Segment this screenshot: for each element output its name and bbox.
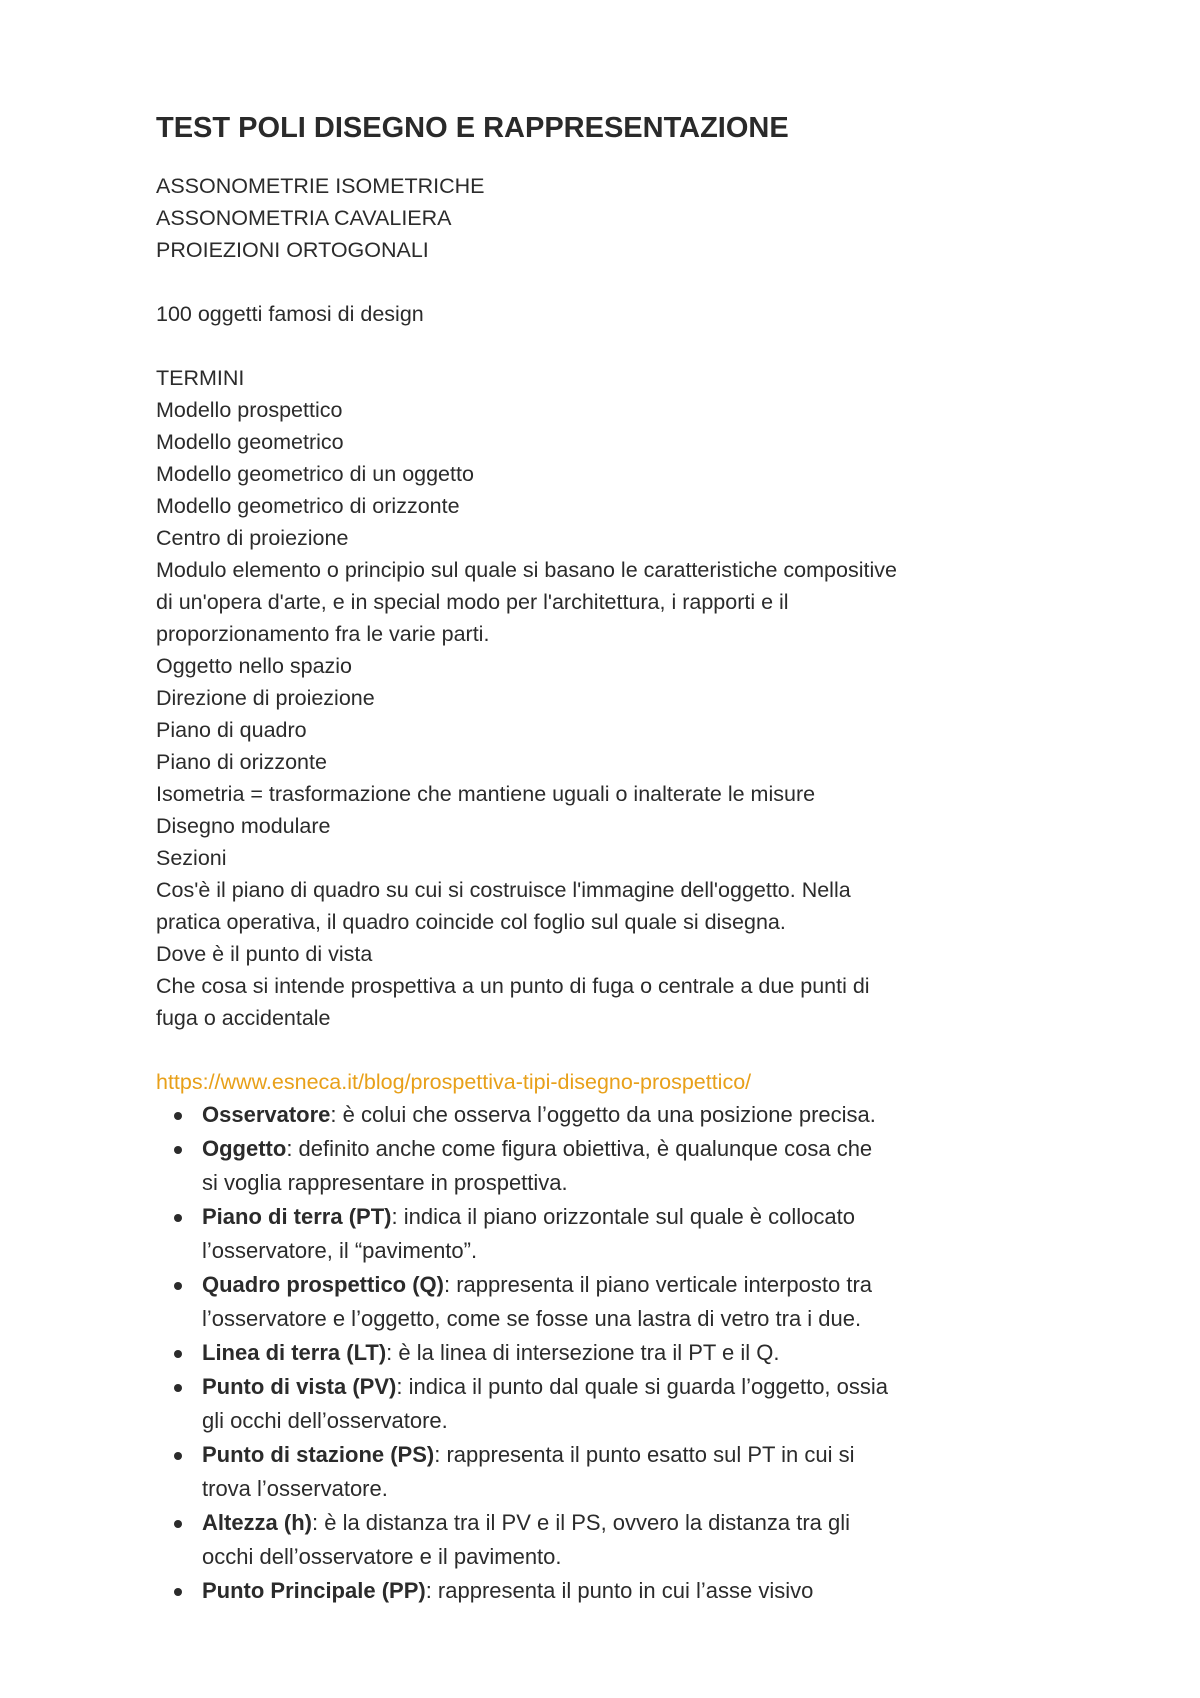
- topic-item: ASSONOMETRIA CAVALIERA: [156, 206, 452, 230]
- term-line: pratica operativa, il quadro coincide col foglio sul quale si disegna.: [156, 910, 786, 934]
- bullet-icon: [174, 1350, 182, 1358]
- design-note: 100 oggetti famosi di design: [156, 302, 424, 326]
- bullet-term: Osservatore: [202, 1102, 331, 1127]
- bullet-text: : è la linea di intersezione tra il PT e il Q.: [386, 1340, 780, 1365]
- term-line: Modulo elemento o principio sul quale si basano le caratteristiche compositive: [156, 558, 897, 582]
- bullet-term: Punto di stazione (PS): [202, 1442, 435, 1467]
- term-line: di un'opera d'arte, e in special modo per l'architettura, i rapporti e il: [156, 590, 789, 614]
- bullet-term: Punto Principale (PP): [202, 1578, 426, 1603]
- bullet-text: : rappresenta il punto in cui l’asse visivo: [425, 1578, 814, 1603]
- bullet-text: : è colui che osserva l’oggetto da una posizione precisa.: [330, 1102, 876, 1127]
- term-line: Isometria = trasformazione che mantiene uguali o inalterate le misure: [156, 782, 816, 806]
- bullet-icon: [174, 1384, 182, 1392]
- bullet-icon: [174, 1146, 182, 1154]
- list-item: [156, 1132, 1056, 1200]
- bullet-term: Piano di terra (PT): [202, 1204, 392, 1229]
- bullet-text: : definito anche come figura obiettiva, è qualunque cosa che: [286, 1136, 873, 1161]
- term-line: Modello prospettico: [156, 398, 343, 422]
- terms-section: [156, 362, 1056, 1034]
- bullet-text: : indica il piano orizzontale sul quale è collocato: [391, 1204, 855, 1229]
- topics-list: [156, 170, 1056, 266]
- bullet-icon: [174, 1112, 182, 1120]
- term-line: Dove è il punto di vista: [156, 942, 373, 966]
- spacer: [156, 330, 1056, 362]
- bullet-term: Punto di vista (PV): [202, 1374, 397, 1399]
- bullet-text-cont: occhi dell’osservatore e il pavimento.: [202, 1544, 562, 1569]
- bullet-text-cont: l’osservatore e l’oggetto, come se fosse una lastra di vetro tra i due.: [202, 1306, 862, 1331]
- list-item: [156, 1574, 1056, 1608]
- bullet-icon: [174, 1452, 182, 1460]
- bullet-icon: [174, 1588, 182, 1596]
- term-line: Sezioni: [156, 846, 227, 870]
- list-item: [156, 1438, 1056, 1506]
- term-line: Modello geometrico di un oggetto: [156, 462, 474, 486]
- term-line: Che cosa si intende prospettiva a un punto di fuga o centrale a due punti di: [156, 974, 870, 998]
- term-line: fuga o accidentale: [156, 1006, 331, 1030]
- bullet-term: Altezza (h): [202, 1510, 312, 1535]
- term-line: Piano di quadro: [156, 718, 307, 742]
- spacer: [156, 266, 1056, 298]
- bullet-icon: [174, 1214, 182, 1222]
- term-line: Oggetto nello spazio: [156, 654, 353, 678]
- list-item: [156, 1098, 1056, 1132]
- bullet-icon: [174, 1282, 182, 1290]
- topic-item: ASSONOMETRIE ISOMETRICHE: [156, 174, 485, 198]
- term-line: Cos'è il piano di quadro su cui si costruisce l'immagine dell'oggetto. Nella: [156, 878, 851, 902]
- bullet-text: : rappresenta il punto esatto sul PT in cui si: [434, 1442, 855, 1467]
- topic-item: PROIEZIONI ORTOGONALI: [156, 238, 429, 262]
- bullet-term: Linea di terra (LT): [202, 1340, 387, 1365]
- list-item: [156, 1268, 1056, 1336]
- page-title: TEST POLI DISEGNO E RAPPRESENTAZIONE: [156, 112, 789, 144]
- term-line: Modello geometrico: [156, 430, 344, 454]
- term-line: Modello geometrico di orizzonte: [156, 494, 460, 518]
- bullet-text: : indica il punto dal quale si guarda l’oggetto, ossia: [396, 1374, 889, 1399]
- term-line: Piano di orizzonte: [156, 750, 327, 774]
- bullet-icon: [174, 1520, 182, 1528]
- list-item: [156, 1336, 1056, 1370]
- bullet-text-cont: l’osservatore, il “pavimento”.: [202, 1238, 478, 1263]
- bullet-text-cont: si voglia rappresentare in prospettiva.: [202, 1170, 568, 1195]
- spacer: [156, 1034, 1056, 1066]
- term-line: Centro di proiezione: [156, 526, 349, 550]
- terms-heading: TERMINI: [156, 366, 245, 390]
- list-item: [156, 1200, 1056, 1268]
- bullet-text-cont: gli occhi dell’osservatore.: [202, 1408, 448, 1433]
- term-line: Direzione di proiezione: [156, 686, 375, 710]
- term-line: proporzionamento fra le varie parti.: [156, 622, 490, 646]
- document-page: [156, 108, 1056, 1608]
- bullet-list: [156, 1098, 1056, 1608]
- bullet-text: : rappresenta il piano verticale interposto tra: [444, 1272, 873, 1297]
- bullet-text: : è la distanza tra il PV e il PS, ovvero la distanza tra gli: [312, 1510, 851, 1535]
- source-link[interactable]: https://www.esneca.it/blog/prospettiva-tipi-disegno-prospettico/: [156, 1070, 752, 1094]
- bullet-term: Quadro prospettico (Q): [202, 1272, 444, 1297]
- bullet-text-cont: trova l’osservatore.: [202, 1476, 388, 1501]
- bullet-term: Oggetto: [202, 1136, 287, 1161]
- list-item: [156, 1506, 1056, 1574]
- term-line: Disegno modulare: [156, 814, 331, 838]
- list-item: [156, 1370, 1056, 1438]
